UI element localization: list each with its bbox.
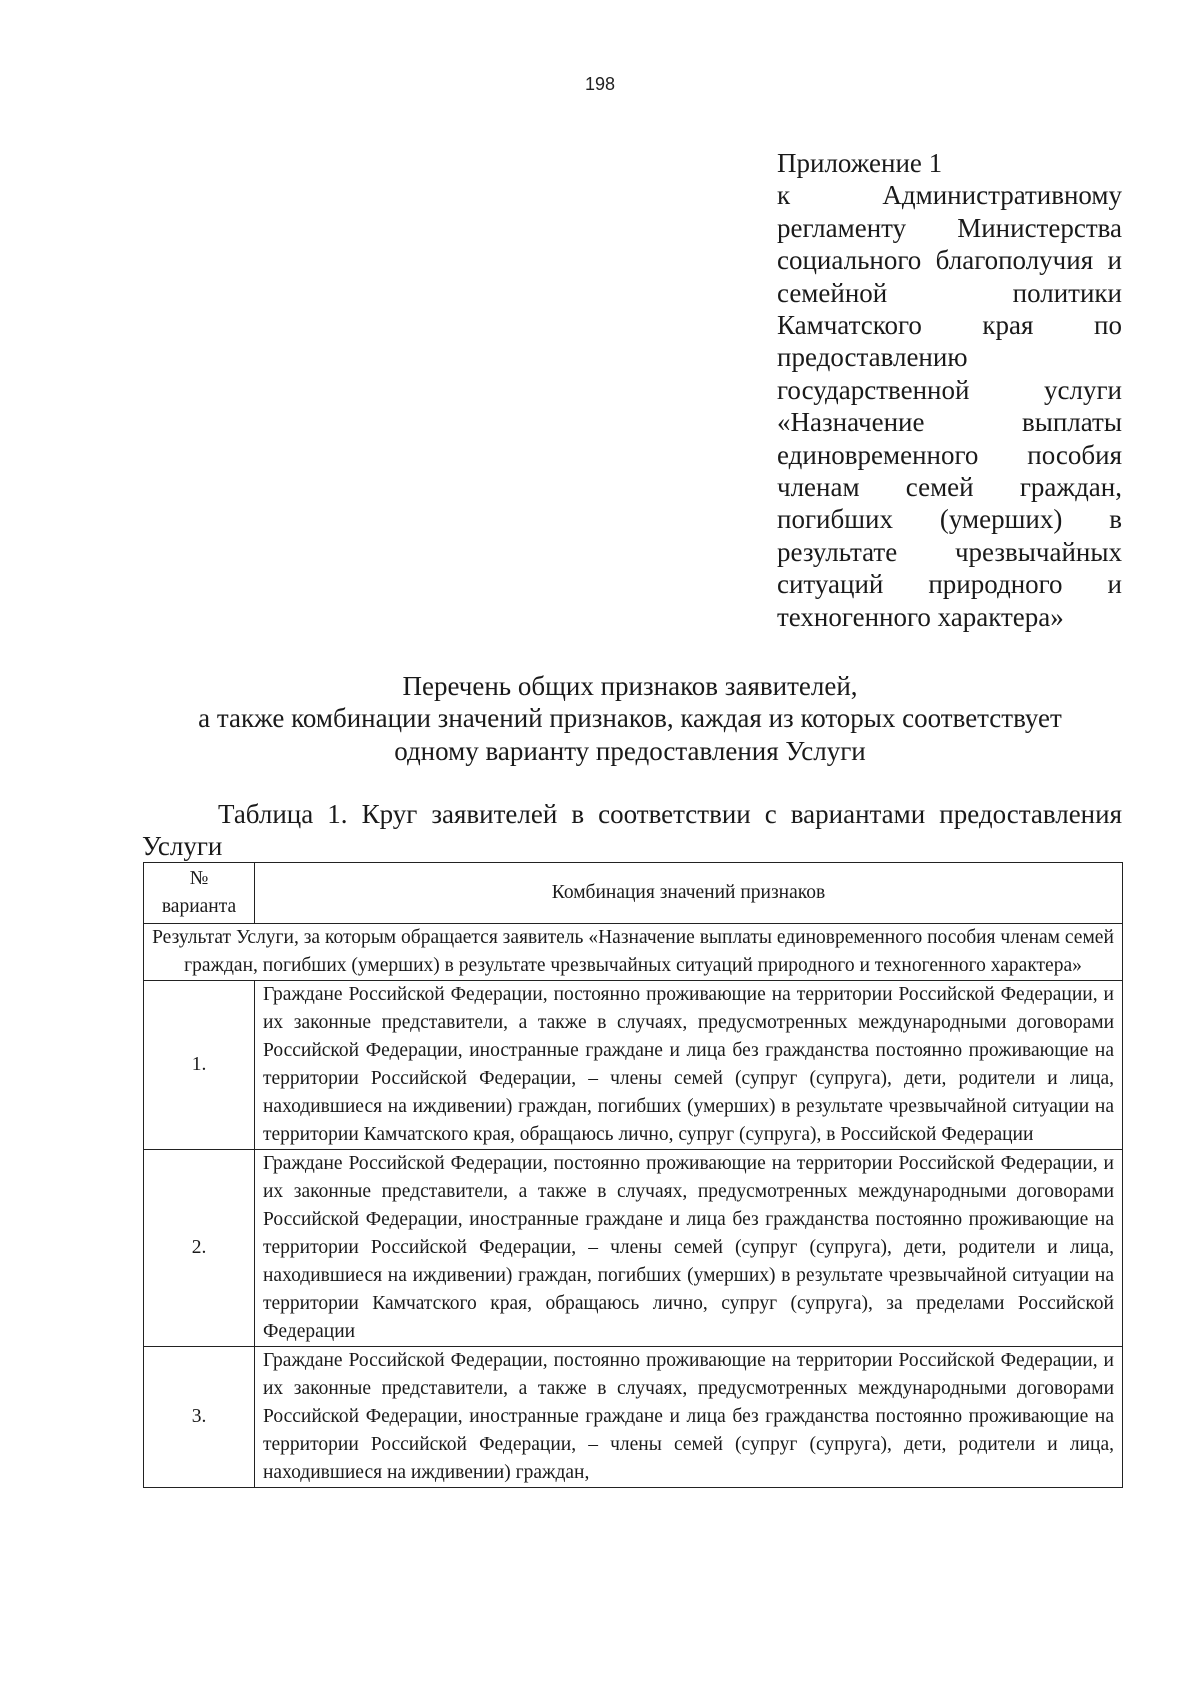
table-row — [144, 1150, 1123, 1347]
result-cell: Результат Услуги, за которым обращается заявитель «Назначение выплаты единовременного пособия членам семей граждан, погибших (умерших) в результате чрезвычайных ситуаций природного и техногенного характера» — [144, 924, 1123, 981]
table-caption: Таблица 1. Круг заявителей в соответствии с вариантами предоставления Услуги — [142, 799, 1122, 862]
variant-description: Граждане Российской Федерации, постоянно проживающие на территории Российской Федерации, и их законные представители, а также в случаях, предусмотренных международными договорами Российской Федерации, иностранные граждане и лица без гражданства постоянно проживающие на территории Российской Федерации, – члены семей (супруг (супруга), дети, родители и лица, находившиеся на иждивении) граждан, погибших (умерших) в результате чрезвычайной ситуации на территории Камчатского края, обращаюсь лично, супруг (супруга), в Российской Федерации — [255, 981, 1123, 1150]
header-combination: Комбинация значений признаков — [255, 863, 1123, 924]
variant-number: 2. — [144, 1150, 255, 1347]
page-number: 198 — [584, 74, 616, 94]
table-row — [144, 981, 1123, 1150]
result-row — [144, 924, 1123, 981]
table-row — [144, 1347, 1123, 1488]
document-heading — [130, 670, 1130, 767]
heading-line-2: а также комбинации значений признаков, каждая из которых соответствует — [198, 703, 1062, 734]
variants-table — [143, 862, 1123, 1488]
table-header-row — [144, 863, 1123, 924]
appendix-block — [777, 147, 1122, 633]
heading-line-1: Перечень общих признаков заявителей, — [402, 671, 858, 701]
appendix-body: к Административному регламенту Министерства социального благополучия и семейной политики Камчатского края по предоставлению государственной услуги «Назначение выплаты единовременного пособия членам семей граждан, погибших (умерших) в результате чрезвычайных ситуаций природного и техногенного характера» — [777, 180, 1122, 632]
header-num-symbol: № — [189, 868, 209, 889]
variant-number: 1. — [144, 981, 255, 1150]
appendix-title: Приложение 1 — [777, 148, 943, 178]
header-variant-number — [144, 863, 255, 924]
variant-description: Граждане Российской Федерации, постоянно проживающие на территории Российской Федерации, и их законные представители, а также в случаях, предусмотренных международными договорами Российской Федерации, иностранные граждане и лица без гражданства постоянно проживающие на территории Российской Федерации, – члены семей (супруг (супруга), дети, родители и лица, находившиеся на иждивении) граждан, — [255, 1347, 1123, 1488]
variant-number: 3. — [144, 1347, 255, 1488]
variant-description: Граждане Российской Федерации, постоянно проживающие на территории Российской Федерации, и их законные представители, а также в случаях, предусмотренных международными договорами Российской Федерации, иностранные граждане и лица без гражданства постоянно проживающие на территории Российской Федерации, – члены семей (супруг (супруга), дети, родители и лица, находившиеся на иждивении) граждан, погибших (умерших) в результате чрезвычайной ситуации на территории Камчатского края, обращаюсь лично, супруг (супруга), за пределами Российской Федерации — [255, 1150, 1123, 1347]
header-num-label: варианта — [161, 896, 237, 917]
heading-line-3: одному варианту предоставления Услуги — [394, 735, 866, 766]
